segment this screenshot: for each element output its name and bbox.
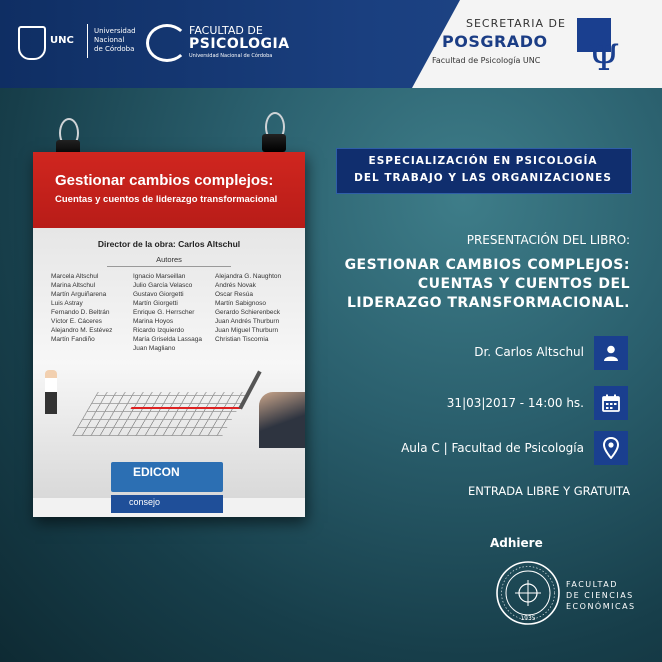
facultad-line3: Universidad Nacional de Córdoba	[189, 53, 273, 59]
unc-name-line: Universidad	[94, 27, 136, 35]
poster-title: Gestionar cambios complejos:	[55, 172, 274, 189]
authors-column	[51, 272, 133, 344]
poster-divider	[107, 266, 231, 267]
secretaria-line3: Facultad de Psicología UNC	[432, 56, 541, 65]
fce-line: ECONÓMICAS	[566, 602, 636, 611]
fce-name	[566, 579, 636, 612]
author-name: Alejandra G. Naughton	[215, 273, 282, 280]
maze-path-line	[130, 407, 241, 409]
book-title-line: GESTIONAR CAMBIOS COMPLEJOS:	[344, 257, 630, 273]
book-title-line: LIDERAZGO TRANSFORMACIONAL.	[347, 295, 630, 311]
map-pin-icon	[594, 431, 628, 465]
presentation-label: PRESENTACIÓN DEL LIBRO:	[466, 233, 630, 247]
maze-illustration	[72, 392, 247, 436]
author-name: Víctor E. Cáceres	[51, 318, 102, 325]
author-name: Martín Sabignoso	[215, 300, 266, 307]
unc-divider	[87, 24, 88, 58]
book-title	[345, 256, 630, 313]
unc-name-line: de Córdoba	[94, 45, 135, 53]
author-name: Alejandro M. Estévez	[51, 327, 113, 334]
author-name: Marina Altschul	[51, 282, 96, 289]
poster-subtitle: Cuentas y cuentos de liderazgo transformacional	[55, 194, 278, 205]
poster-authors-label: Autores	[156, 255, 182, 264]
consejo-label: consejo	[129, 497, 161, 507]
author-name: Enrique G. Herrscher	[133, 309, 195, 316]
poster-body	[33, 228, 305, 498]
author-name: Juan Andrés Thurburn	[215, 318, 280, 325]
author-name: Ignacio Marseillan	[133, 273, 186, 280]
businessman-figure	[45, 370, 57, 414]
author-name: Gerardo Schierenbeck	[215, 309, 281, 316]
user-icon	[594, 336, 628, 370]
event-location: Aula C | Facultad de Psicología	[401, 441, 584, 455]
author-name: Andrés Novak	[215, 282, 256, 289]
adhiere-label: Adhiere	[490, 536, 543, 550]
edicon-label: EDICON	[133, 465, 180, 479]
poster-red-band	[33, 152, 305, 228]
specialization-line2: DEL TRABAJO Y LAS ORGANIZACIONES	[354, 172, 612, 184]
author-name: Juan Magliano	[133, 345, 176, 352]
facultad-line1: FACULTAD DE	[189, 24, 263, 37]
entry-note: ENTRADA LIBRE Y GRATUITA	[468, 484, 630, 498]
authors-column	[215, 272, 297, 344]
author-name: Gustavo Giorgetti	[133, 291, 184, 298]
consejo-logo	[111, 495, 223, 513]
secretaria-line1: SECRETARIA DE	[466, 17, 566, 30]
author-name: Fernando D. Beltrán	[51, 309, 110, 316]
author-name: Ricardo Izquierdo	[133, 327, 184, 334]
speaker-name: Dr. Carlos Altschul	[474, 345, 584, 359]
facultad-line2: PSICOLOGIA	[189, 36, 290, 52]
book-title-line: CUENTAS Y CUENTOS DEL	[417, 276, 630, 292]
author-name: Martín Giorgetti	[133, 300, 178, 307]
author-name: Luis Astray	[51, 300, 83, 307]
poster-director: Director de la obra: Carlos Altschul	[97, 239, 241, 249]
event-datetime: 31|03|2017 - 14:00 hs.	[446, 396, 584, 410]
specialization-line1: ESPECIALIZACIÓN EN PSICOLOGÍA	[368, 155, 598, 167]
unc-name	[94, 27, 154, 54]
unc-shield-icon	[18, 26, 46, 60]
fce-line: DE CIENCIAS	[566, 591, 634, 600]
book-poster	[33, 152, 305, 517]
author-name: Marcela Altschul	[51, 273, 99, 280]
authors-column	[133, 272, 215, 353]
calendar-icon	[594, 386, 628, 420]
author-name: Juan Miguel Thurburn	[215, 327, 279, 334]
psi-icon: Ψ	[588, 38, 620, 79]
author-name: Martín Arguiñarena	[51, 291, 107, 298]
author-name: Oscar Resúa	[215, 291, 253, 298]
binder-clip-icon	[262, 112, 288, 154]
fce-line: FACULTAD	[566, 580, 618, 589]
hand-figure	[259, 392, 305, 448]
secretaria-line2: POSGRADO	[442, 32, 548, 51]
fce-seal-icon	[495, 560, 561, 626]
psicologia-logo-icon	[146, 24, 188, 62]
seal-year: 1935	[520, 615, 536, 622]
author-name: Christian Tiscornia	[215, 336, 269, 343]
author-name: Marina Hoyos	[133, 318, 174, 325]
author-name: María Griselda Lassaga	[133, 336, 203, 343]
unc-name-line: Nacional	[94, 36, 125, 44]
unc-label: UNC	[50, 35, 74, 46]
author-name: Martín Fandiño	[51, 336, 95, 343]
author-name: Julio García Velasco	[133, 282, 193, 289]
